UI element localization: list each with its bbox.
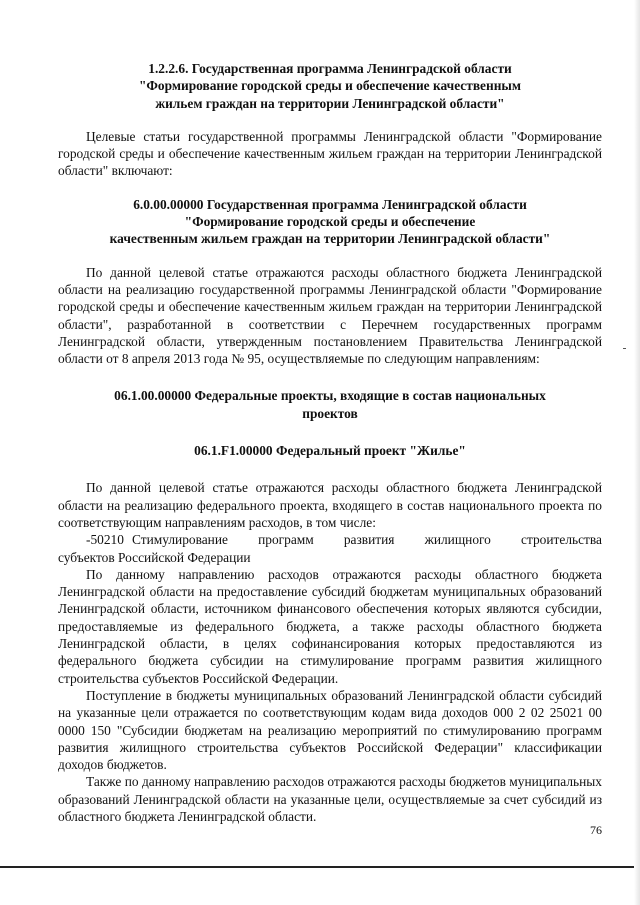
intro-paragraph: Целевые статьи государственной программы Ленинградской области "Формирование городской среды и обеспечение качественным жильем граждан на территории Ленинградской области" включают: [58, 128, 602, 179]
program-title-line-3: качественным жильем граждан на территории Ленинградской области" [109, 231, 551, 247]
program-paragraph: По данной целевой статье отражаются расходы областного бюджета Ленинградской области на реализацию государственной программы Ленинградской области "Формирование городской среды и обеспечение качественным жильем граждан на территории Ленинградской области", разработанной в соответствии с Перечнем государственных программ Ленинградской области, утвержденным постановлением Правительства Ленинградской области от 8 апреля 2013 года № 95, осуществляемые по следующим направлениям: [58, 264, 602, 367]
code-number: -50210 [86, 532, 124, 548]
project-paragraph: По данной целевой статье отражаются расходы областного бюджета Ленинградской области на реализацию федерального проекта, входящего в состав национального проекта по соответствующим направлениям расходов, в том числе: [58, 480, 602, 530]
program-title-line-1: 6.0.00.00000 Государственная программа Ленинградской области [133, 196, 527, 212]
scan-edge-shadow [634, 0, 640, 905]
federal-projects-title-line-2: проектов [302, 405, 358, 421]
section-title-line-3: жильем граждан на территории Ленинградской области" [155, 95, 505, 111]
page-number: 76 [590, 823, 602, 837]
page-bottom-rule [0, 866, 640, 868]
code-description: Стимулирование программ развития жилищного строительства [132, 532, 602, 548]
direction-paragraph-3: Также по данному направлению расходов отражаются расходы бюджетов муниципальных образований Ленинградской области на указанные цели, осуществляемые за счет субсидий из областного бюджета Ленинградской области. [58, 774, 602, 824]
direction-paragraph-2: Поступление в бюджеты муниципальных образований Ленинградской области субсидий на указанные цели отражается по соответствующим кодам вида доходов 000 2 02 25021 00 0000 150 "Субсидии бюджетам на реализацию мероприятий по стимулированию программ развития жилищного строительства субъектов Российской Федерации" классификации доходов бюджетов. [58, 687, 602, 773]
direction-paragraph-1: По данному направлению расходов отражаются расходы областного бюджета Ленинградской области на предоставление субсидий бюджетам муниципальных образований Ленинградской области, источником финансового обеспечения которых являются субсидии, предоставляемые из федерального бюджета, а также расходы областного бюджета Ленинградской области, в целях софинансирования которых предоставляются из федерального бюджета субсидии на стимулирование программ развития жилищного строительства субъектов Российской Федерации. [58, 566, 602, 686]
section-title-line-2: "Формирование городской среды и обеспечение качественным [138, 78, 522, 94]
code-line [58, 531, 602, 548]
project-title: 06.1.F1.00000 Федеральный проект "Жилье" [194, 443, 466, 459]
page-content [58, 60, 602, 825]
program-title-line-2: "Формирование городской среды и обеспечение [184, 214, 476, 230]
scan-mark [623, 348, 626, 349]
section-title-line-1: 1.2.2.6. Государственная программа Ленинградской области [148, 61, 512, 76]
federal-projects-title-line-1: 06.1.00.00000 Федеральные проекты, входящие в состав национальных [114, 388, 546, 404]
code-description-continued: субъектов Российской Федерации [58, 549, 251, 565]
